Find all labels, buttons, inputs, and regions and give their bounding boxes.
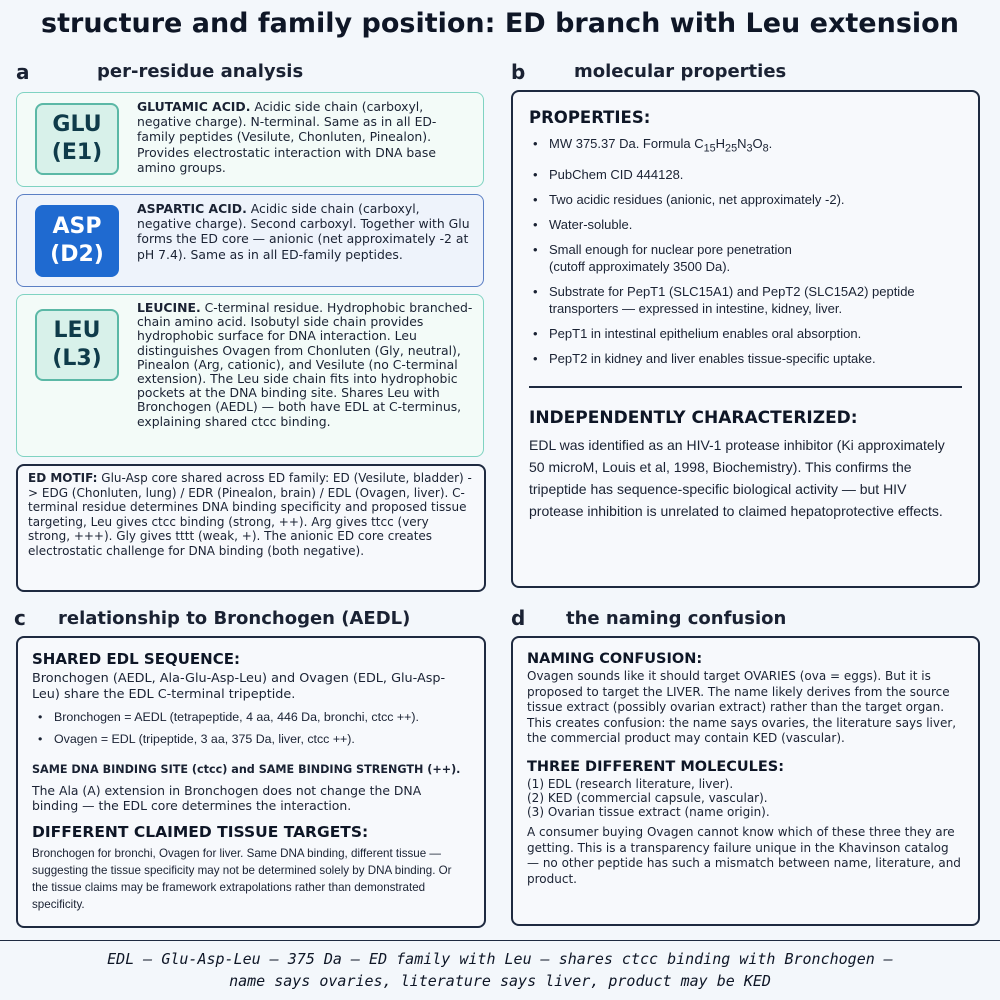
comparison-item: • Bronchogen = AEDL (tetrapeptide, 4 aa, 446 Da, bronchi, ctcc ++). bbox=[32, 709, 470, 725]
motif-text: Glu-Asp core shared across ED family: ED (Vesilute, bladder) -> EDG (Chonluten, lung) / EDR (Pinealon, brain) / EDL (Ovagen, liver). C-terminal residue determines DNA binding specificity and proposed tissue targeting, Leu gives ctcc binding (strong, ++). Arg gives ttcc (very strong, +++). Gly gives tttt (weak, +). The anionic ED core creates electrostatic challenge for DNA binding (both negative). bbox=[28, 471, 472, 558]
panel-a-letter: a bbox=[16, 60, 30, 84]
comparison-item: • Ovagen = EDL (tripeptide, 3 aa, 375 Da, liver, ctcc ++). bbox=[32, 731, 470, 747]
panel-b-letter: b bbox=[511, 60, 526, 84]
residue-description bbox=[137, 99, 473, 175]
residue-chip-glu bbox=[35, 103, 119, 175]
shared-text: Bronchogen (AEDL, Ala-Glu-Asp-Leu) and Ovagen (EDL, Glu-Asp-Leu) share the EDL C-terminal tripeptide. bbox=[32, 671, 446, 702]
molecule-list bbox=[527, 777, 964, 819]
residue-card-glu bbox=[16, 92, 484, 187]
footer-line-2: name says ovaries, literature says liver, product may be KED bbox=[229, 972, 771, 990]
panel-c-heading: relationship to Bronchogen (AEDL) bbox=[58, 608, 411, 629]
residue-chip-asp bbox=[35, 205, 119, 277]
bronchogen-box bbox=[16, 636, 486, 928]
property-item: • PepT1 in intestinal epithelium enables oral absorption. bbox=[529, 325, 962, 342]
comparison-list bbox=[32, 709, 470, 747]
property-item: • Substrate for PepT1 (SLC15A1) and PepT2 (SLC15A2) peptide transporters — expressed in intestine, kidney, liver. bbox=[529, 283, 929, 317]
residue-description bbox=[137, 301, 473, 429]
residue-name: LEUCINE. bbox=[137, 300, 201, 315]
residue-text: C-terminal residue. Hydrophobic branched-chain amino acid. Isobutyl side chain provides hydrophobic surface for DNA interaction. Leu distinguishes Ovagen from Chonluten (Gly, neutral), Pinealon (Arg, cationic), and Vesilute (no C-terminal extension). The Leu side chain fits into hydrophobic pockets at the DNA binding site. Shares Leu with Bronchogen (AEDL) — both have EDL at C-terminus, explaining shared ctcc binding. bbox=[137, 300, 473, 429]
panel-b-heading: molecular properties bbox=[574, 61, 787, 82]
panel-d-heading: the naming confusion bbox=[566, 608, 787, 629]
property-item: • Water-soluble. bbox=[529, 216, 962, 233]
residue-description bbox=[137, 201, 473, 262]
indep-text: EDL was identified as an HIV-1 protease inhibitor (Ki approximately 50 microM, Louis et al, 1998, Biochemistry). This confirms the tripeptide has sequence-specific biological activity — but HIV protease inhibition is unrelated to claimed hepatoprotective effects. bbox=[529, 437, 945, 519]
property-item: • Two acidic residues (anionic, net approximately -2). bbox=[529, 191, 962, 208]
molecule-item: (3) Ovarian tissue extract (name origin). bbox=[527, 804, 770, 819]
residue-chip-leu bbox=[35, 309, 119, 381]
ala-text: The Ala (A) extension in Bronchogen does not change the DNA binding — the EDL core determines the interaction. bbox=[32, 783, 422, 813]
three-heading: THREE DIFFERENT MOLECULES: bbox=[527, 758, 785, 775]
diff-heading: DIFFERENT CLAIMED TISSUE TARGETS: bbox=[32, 823, 369, 841]
molecule-item: (1) EDL (research literature, liver). bbox=[527, 776, 734, 791]
chip-position: (E1) bbox=[51, 140, 103, 165]
residue-card-leu bbox=[16, 294, 484, 457]
residue-text: Acidic side chain (carboxyl, negative charge). Second carboxyl. Together with Glu forms the ED core — anionic (net approximately -2 at pH 7.4). Same as in all ED-family peptides. bbox=[137, 201, 470, 262]
chip-code: GLU bbox=[52, 112, 102, 137]
properties-list bbox=[529, 135, 962, 367]
indep-heading: INDEPENDENTLY CHARACTERIZED: bbox=[529, 408, 858, 428]
properties-box bbox=[511, 90, 980, 588]
chip-position: (L3) bbox=[52, 346, 102, 371]
property-item: • PepT2 in kidney and liver enables tissue-specific uptake. bbox=[529, 350, 962, 367]
molecule-item: (2) KED (commercial capsule, vascular). bbox=[527, 790, 768, 805]
property-item: • Small enough for nuclear pore penetration (cutoff approximately 3500 Da). bbox=[529, 241, 819, 275]
ed-motif-box bbox=[16, 464, 486, 592]
property-item: • PubChem CID 444128. bbox=[529, 166, 962, 183]
same-site-text: SAME DNA BINDING SITE (ctcc) and SAME BINDING STRENGTH (++). bbox=[32, 763, 461, 776]
diff-text: Bronchogen for bronchi, Ovagen for liver. Same DNA binding, different tissue — suggesting the tissue specificity may not be determined solely by DNA binding. Or the tissue claims may be framework extrapolations rather than demonstrated specificity. bbox=[32, 847, 452, 911]
motif-label: ED MOTIF: bbox=[28, 471, 98, 485]
residue-card-asp bbox=[16, 194, 484, 287]
chip-position: (D2) bbox=[50, 242, 104, 267]
naming-box bbox=[511, 636, 980, 926]
residue-text: Acidic side chain (carboxyl, negative charge). N-terminal. Same as in all ED-family peptides (Vesilute, Chonluten, Pinealon). Provides electrostatic interaction with DNA base amino groups. bbox=[137, 99, 437, 175]
chip-code: ASP bbox=[52, 214, 102, 239]
residue-name: ASPARTIC ACID. bbox=[137, 201, 247, 216]
footer-summary bbox=[0, 940, 1000, 1000]
properties-heading: PROPERTIES: bbox=[529, 108, 651, 127]
page-title: structure and family position: ED branch with Leu extension bbox=[41, 8, 959, 39]
naming-text: Ovagen sounds like it should target OVARIES (ova = eggs). But it is proposed to target the LIVER. The name likely derives from the source tissue extract (possibly ovarian extract) rather than the target organ. This creates confusion: the name says ovaries, the literature says liver, the commercial product may contain KED (vascular). bbox=[527, 669, 957, 746]
section-divider bbox=[529, 386, 962, 388]
footer-line-1: EDL — Glu-Asp-Leu — 375 Da — ED family with Leu — shares ctcc binding with Bronchogen — bbox=[107, 950, 893, 968]
residue-name: GLUTAMIC ACID. bbox=[137, 99, 251, 114]
panel-c-letter: c bbox=[14, 606, 26, 630]
chip-code: LEU bbox=[53, 318, 101, 343]
property-item: • MW 375.37 Da. Formula $C_{15}H_{25}N_3O_8$. bbox=[529, 135, 962, 158]
consumer-text: A consumer buying Ovagen cannot know which of these three they are getting. This is a transparency failure unique in the Khavinson catalog — no other peptide has such a mismatch between name, literature, and product. bbox=[527, 824, 961, 886]
panel-a-heading: per-residue analysis bbox=[97, 61, 304, 82]
shared-heading: SHARED EDL SEQUENCE: bbox=[32, 650, 240, 668]
naming-heading: NAMING CONFUSION: bbox=[527, 651, 703, 667]
panel-d-letter: d bbox=[511, 606, 526, 630]
